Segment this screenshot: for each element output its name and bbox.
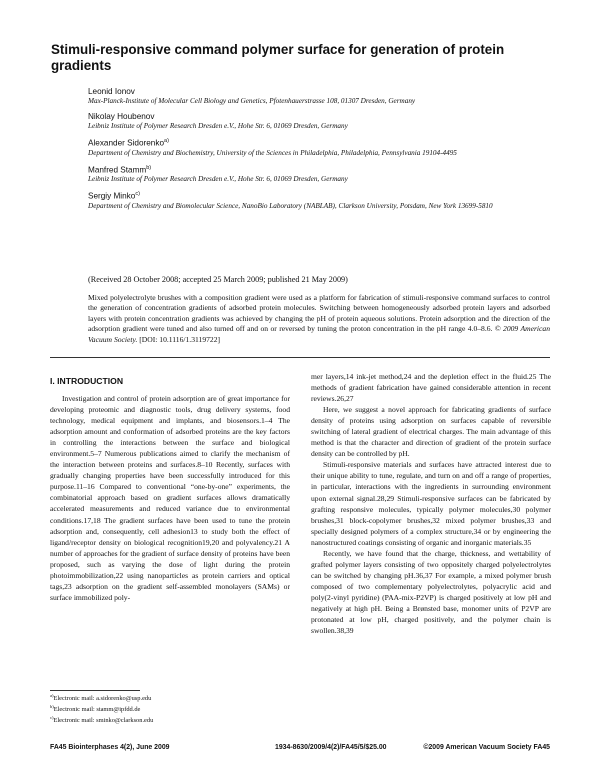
footnote-text: Electronic mail: stamm@ipfdd.de [53,706,141,714]
article-title: Stimuli-responsive command polymer surface for generation of protein gradients [51,42,505,73]
author-list [88,86,550,216]
author-name: Leonid Ionov [88,87,135,96]
author-name: Nikolay Houbenov [88,112,155,121]
footnote-marker: a) [50,693,54,698]
footnote [50,714,290,725]
footnote-marker: c) [50,715,54,721]
footnote-marker: b) [50,704,54,710]
abstract [88,293,550,345]
footnotes [50,692,290,725]
footnote [50,703,290,714]
author-affiliation: Leibniz Institute of Polymer Research Dresden e.V., Hohe Str. 6, 01069 Dresden, Germany [88,175,348,184]
author-name: Manfred Stamm [88,165,147,175]
footnote-text: Electronic mail: sminko@clarkson.edu [53,717,154,725]
author-block [88,86,550,106]
author-name: Sergiy Minko [88,192,136,202]
abstract-text: Mixed polyelectrolyte brushes with a composition gradient were used as a platform for fabrication of stimuli-responsive command surfaces to control the generation of concentration gradients of adsorbed protein molecules. Switching between homogeneously adsorbed protein layers and adsorbed layers with protein concentration gradients was achieved by changing the pH of protein aqueous solutions. Protein adsorption and the direction of the adsorption gradient were tuned and also turned off and on or reversed by tuning the proton concentration in the pH range 4.0–8.6. [88,293,550,334]
footer-copyright: ©2009 American Vacuum Society FA45 [423,744,550,751]
author-block [88,136,550,158]
author-affiliation: Department of Chemistry and Biochemistry, University of the Sciences in Philadelphia, Philadelphia, Pennsylvania 19104-4495 [88,148,457,157]
section-heading: I. INTRODUCTION [50,376,124,386]
footer-issn: 1934-8630/2009/4(2)/FA45/5/$25.00 [275,744,387,751]
author-block [88,163,550,185]
author-affiliation: Max-Planck-Institute of Molecular Cell Biology and Genetics, Pfotenhauerstrasse 108, 01307 Dresden, Germany [88,97,416,105]
footnote-text: Electronic mail: a.sidorenko@usp.edu [53,695,152,703]
received-dates: (Received 28 October 2008; accepted 25 March 2009; published 21 May 2009) [88,275,348,284]
right-column [311,371,551,636]
author-block [88,111,550,131]
copyright: © 2009 American Vacuum Society. [88,324,550,344]
body-paragraph: Stimuli-responsive materials and surfaces have attracted interest due to their unique ability to tune, regulate, and turn on and off a range of properties, in particular, interactions with the ingredients in surrounding environment upon external signal.28,29 Stimuli-responsive surfaces can be fabricated by grafting responsive molecules, typically polymer molecules,30 polymer brushes,31 block-copolymer brushes,32 mixed polymer brushes,33 and specially designed polymers of a complex structure,34 or by engineering the nanostructured coatings consisting of organic and inorganic materials.35 [311,460,551,547]
page-footer [50,742,550,754]
footnote-marker: c) [135,191,140,198]
body-paragraph: mer layers,14 ink-jet method,24 and the depletion effect in the fluid.25 The methods of gradient fabrication have gained considerable attention in recent reviews.26,27 [311,372,551,404]
author-name: Alexander Sidorenko [88,138,165,148]
footnote-marker: b) [146,164,152,171]
section-divider [50,357,550,358]
footnote [50,692,290,703]
author-block [88,189,550,211]
body-paragraph: Investigation and control of protein adsorption are of great importance for developing proteomic and diagnostic tools, drug delivery systems, food technology, medical equipment and implants, and biosensors.1–4 The adsorption amount and conformation of adsorbed proteins are the key factors in controlling the interactions between the surface and biological environment.5–7 Numerous publications aimed to clarify the mechanism of the interaction between proteins and surfaces.8–10 Recently, surfaces with gradually changing properties have been successfully introduced for this purpose.11–16 Compared to conventional “one-by-one” experiments, the combinatorial approach based on gradient surfaces allows dramatically accelerated measurements and reduced variance due to environmental conditions.17,18 The gradient surfaces have been used to tune the protein adsorption and, consequently, cell adhesion13 to study both the effect of ligand/receptor density on biological recognition19,20 and polyvalency.21 A number of approaches for the gradient of surface density of proteins have been proposed, such as varying the dose of light during the protein photoimmobilization,22 using nanoparticles as protein carriers and optical tags,23 adsorption on the gradient self-assembled monolayers (SAMs) or surface immobilized poly- [50,394,290,602]
body-paragraph: Recently, we have found that the charge, thickness, and wettability of grafted polymer layers consisting of two oppositely charged polyelectrolytes can be switched by changing pH.36,37 For example, a mixed polymer brush composed of two complementary polyelectrolytes, polyacrylic acid and poly(2-vinyl pyridine) (PAA-mix-P2VP) is charged positively at low pH and negatively at high pH. Being a Brønsted base, monomer units of P2VP are protonated at low pH, charged positively, and the polymer chain is swollen.38,39 [311,548,551,636]
left-column [50,367,290,603]
footnote-divider [50,690,140,691]
author-affiliation: Department of Chemistry and Biomolecular Science, NanoBio Laboratory (NABLAB), Clarkson University, Potsdam, New York 13699-5810 [88,202,493,211]
footnote-marker: a) [164,138,169,144]
footer-journal: FA45 Biointerphases 4(2), June 2009 [50,744,170,751]
body-paragraph: Here, we suggest a novel approach for fabricating gradients of surface density of proteins using adsorption on surfaces capable of reversible switching of lateral gradient of electrical charges. The main advantage of this method is that the character and direction of gradient of the protein surface density can be controlled by pH. [311,405,551,459]
author-affiliation: Leibniz Institute of Polymer Research Dresden e.V., Hohe Str. 6, 01069 Dresden, Germany [88,122,348,130]
doi-link[interactable]: [DOI: 10.1116/1.3119722] [139,334,221,344]
